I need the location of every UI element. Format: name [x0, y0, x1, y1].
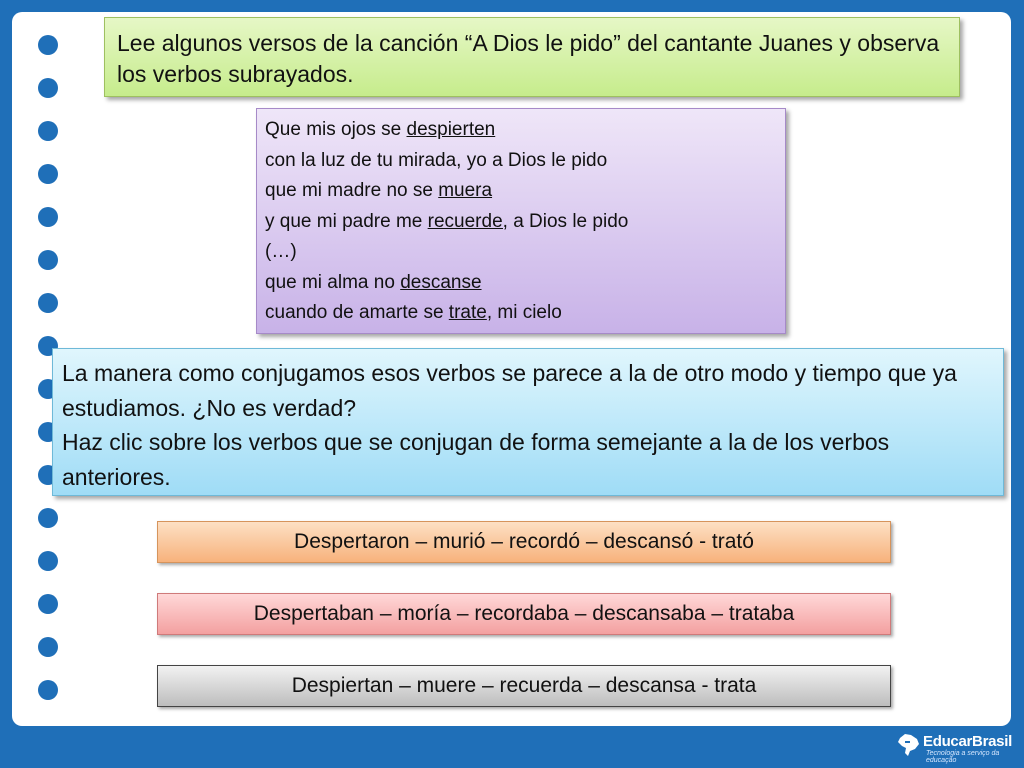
- binder-hole: [38, 508, 58, 528]
- logo-tagline: Tecnologia a serviço da educação: [926, 750, 1000, 764]
- instruction-text: Lee algunos versos de la canción “A Dios le pido” del cantante Juanes y observa los verbos subrayados.: [117, 30, 940, 87]
- instruction-box: [104, 17, 960, 97]
- binder-hole: [38, 78, 58, 98]
- lyrics-line: Que mis ojos se despierten: [265, 119, 496, 140]
- question-box: [52, 348, 1004, 496]
- lyrics-line: cuando de amarte se trate, mi cielo: [265, 302, 562, 323]
- binder-hole: [38, 594, 58, 614]
- binder-hole: [38, 637, 58, 657]
- brazil-map-icon: [896, 732, 920, 758]
- binder-hole: [38, 250, 58, 270]
- underlined-verb: descanse: [400, 271, 482, 293]
- answer-option-present[interactable]: Despiertan – muere – recuerda – descansa - trata: [157, 665, 891, 707]
- binder-hole: [38, 680, 58, 700]
- binder-hole: [38, 293, 58, 313]
- underlined-verb: despierten: [406, 119, 496, 140]
- binder-hole: [38, 121, 58, 141]
- lyrics-line: que mi alma no descanse: [265, 271, 482, 293]
- lyrics-line: que mi madre no se muera: [265, 180, 493, 201]
- underlined-verb: recuerde,: [427, 210, 508, 232]
- lyrics-line: y que mi padre me recuerde, a Dios le pido: [265, 210, 629, 232]
- educarbrasil-logo: [896, 730, 1020, 764]
- underlined-verb: muera: [438, 180, 493, 201]
- logo-brand-text: EducarBrasil: [923, 733, 1012, 750]
- lyrics-line: con la luz de tu mirada, yo a Dios le pido: [265, 149, 608, 171]
- binder-hole: [38, 207, 58, 227]
- binder-hole: [38, 164, 58, 184]
- lyrics-box: [256, 108, 786, 334]
- question-text: La manera como conjugamos esos verbos se parece a la de otro modo y tiempo que ya estudiamos. ¿No es verdad?: [62, 360, 957, 421]
- answer-option-imperfect[interactable]: Despertaban – moría – recordaba – descansaba – trataba: [157, 593, 891, 635]
- binder-hole: [38, 35, 58, 55]
- answer-option-preterite[interactable]: Despertaron – murió – recordó – descansó - trató: [157, 521, 891, 563]
- question-instruction: Haz clic sobre los verbos que se conjugan de forma semejante a la de los verbos anteriores.: [62, 429, 890, 490]
- binder-hole: [38, 551, 58, 571]
- underlined-verb: trate: [448, 302, 487, 323]
- lyrics-line: (…): [265, 241, 297, 262]
